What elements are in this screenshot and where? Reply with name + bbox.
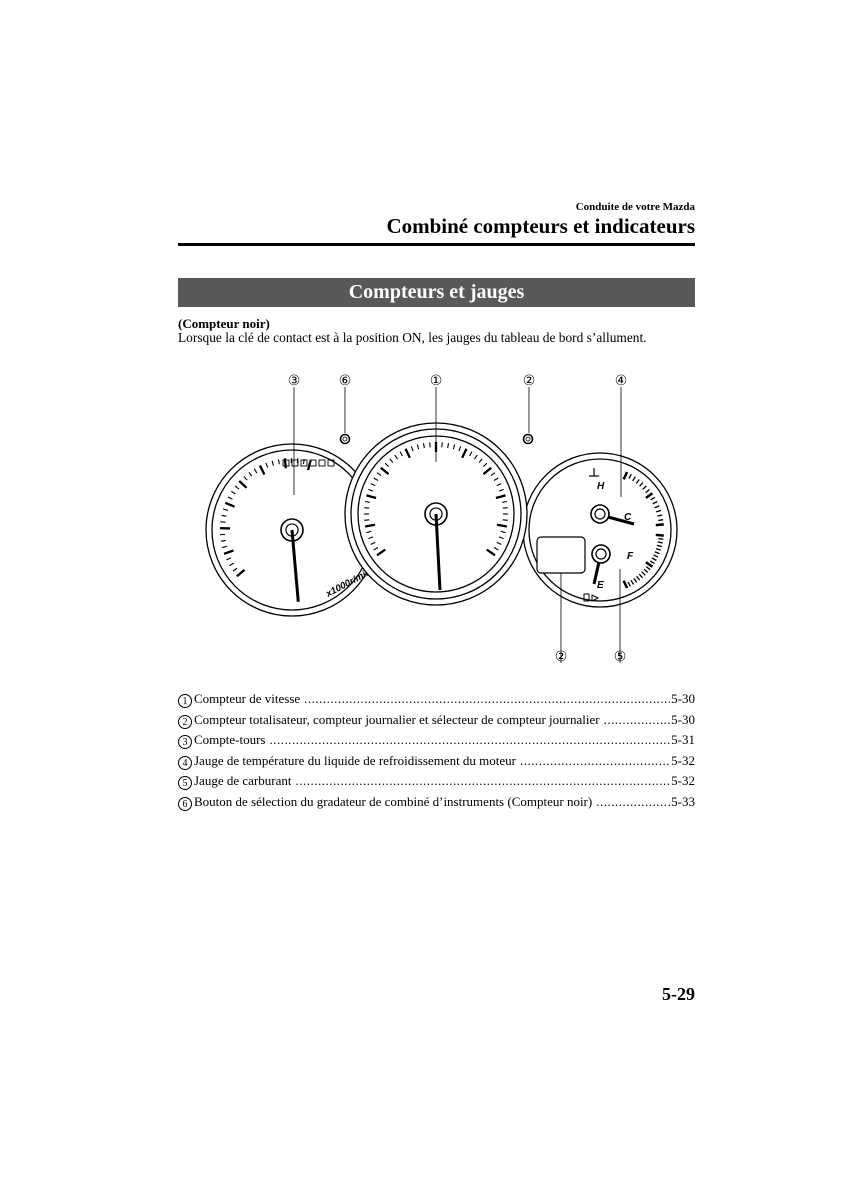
leader-dots <box>295 773 670 789</box>
legend-text: Compteur totalisateur, compteur journalier et sélecteur de compteur journalier <box>194 711 600 727</box>
fuel-empty-label: E <box>597 580 604 591</box>
instrument-cluster-figure <box>178 362 695 672</box>
section-banner: Compteurs et jauges <box>178 278 695 307</box>
legend-number: 1 <box>178 694 192 708</box>
legend-item <box>178 732 695 753</box>
dimmer-knob-left <box>341 435 350 444</box>
chapter-header: Conduite de votre Mazda <box>575 201 695 213</box>
legend-page-ref: 5-33 <box>671 793 695 809</box>
leader-dots <box>520 753 670 769</box>
legend-text: Bouton de sélection du gradateur de combiné d’instruments (Compteur noir) <box>194 793 593 809</box>
instrument-cluster-illustration <box>178 362 695 672</box>
leader-dots <box>596 794 670 810</box>
page-number: 5-29 <box>662 984 695 1004</box>
legend-item <box>178 794 695 815</box>
legend-text: Jauge de carburant <box>194 773 292 789</box>
callout-number: ③ <box>287 373 301 389</box>
intro-text: Lorsque la clé de contact est à la position ON, les jauges du tableau de bord s’allument. <box>178 330 647 345</box>
odometer-display <box>537 537 585 573</box>
temp-cold-label: C <box>624 512 632 523</box>
gauge-tick <box>221 540 226 541</box>
legend-page-ref: 5-32 <box>671 752 695 768</box>
legend-page-ref: 5-32 <box>671 773 695 789</box>
leader-dots <box>604 712 671 728</box>
gauge-tick <box>656 535 664 536</box>
legend-item <box>178 773 695 794</box>
dimmer-knob-right-inner <box>526 437 530 441</box>
gauge-tick <box>658 539 663 540</box>
header-rule <box>178 243 695 246</box>
legend-number: 5 <box>178 776 192 790</box>
gauge-tick <box>658 520 663 521</box>
legend-page-ref: 5-30 <box>671 711 695 727</box>
callout-number: ① <box>429 373 443 389</box>
legend-page-ref: 5-30 <box>671 691 695 706</box>
legend-text: Jauge de température du liquide de refroidissement du moteur <box>194 752 517 768</box>
tachometer-unit-label: x1000r/min <box>324 566 374 600</box>
leader-dots <box>270 732 671 748</box>
gauge-tick <box>656 524 664 525</box>
legend-number: 6 <box>178 797 192 811</box>
legend-number: 2 <box>178 715 192 729</box>
section-title: Combiné compteurs et indicateurs <box>386 214 695 238</box>
callout-number: ② <box>554 649 568 665</box>
temp-hot-label: H <box>597 481 605 492</box>
dimmer-knob-left-inner <box>343 437 347 441</box>
legend-number: 4 <box>178 756 192 770</box>
fuel-full-label: F <box>627 551 634 562</box>
component-legend <box>178 691 695 815</box>
legend-text: Compte-tours <box>194 732 266 748</box>
callout-number: ④ <box>614 373 628 389</box>
callout-number: ② <box>522 373 536 389</box>
callout-number: ⑥ <box>338 373 352 389</box>
legend-item <box>178 753 695 774</box>
legend-item <box>178 712 695 733</box>
gauge-tick <box>220 522 225 523</box>
legend-item <box>178 691 695 712</box>
legend-page-ref: 5-31 <box>671 732 695 748</box>
legend-number: 3 <box>178 735 192 749</box>
legend-text: Compteur de vitesse <box>194 691 301 706</box>
intro-subheading: (Compteur noir) <box>178 316 270 331</box>
leader-dots <box>304 691 670 707</box>
dimmer-knob-right <box>524 435 533 444</box>
callout-number: ⑤ <box>613 649 627 665</box>
